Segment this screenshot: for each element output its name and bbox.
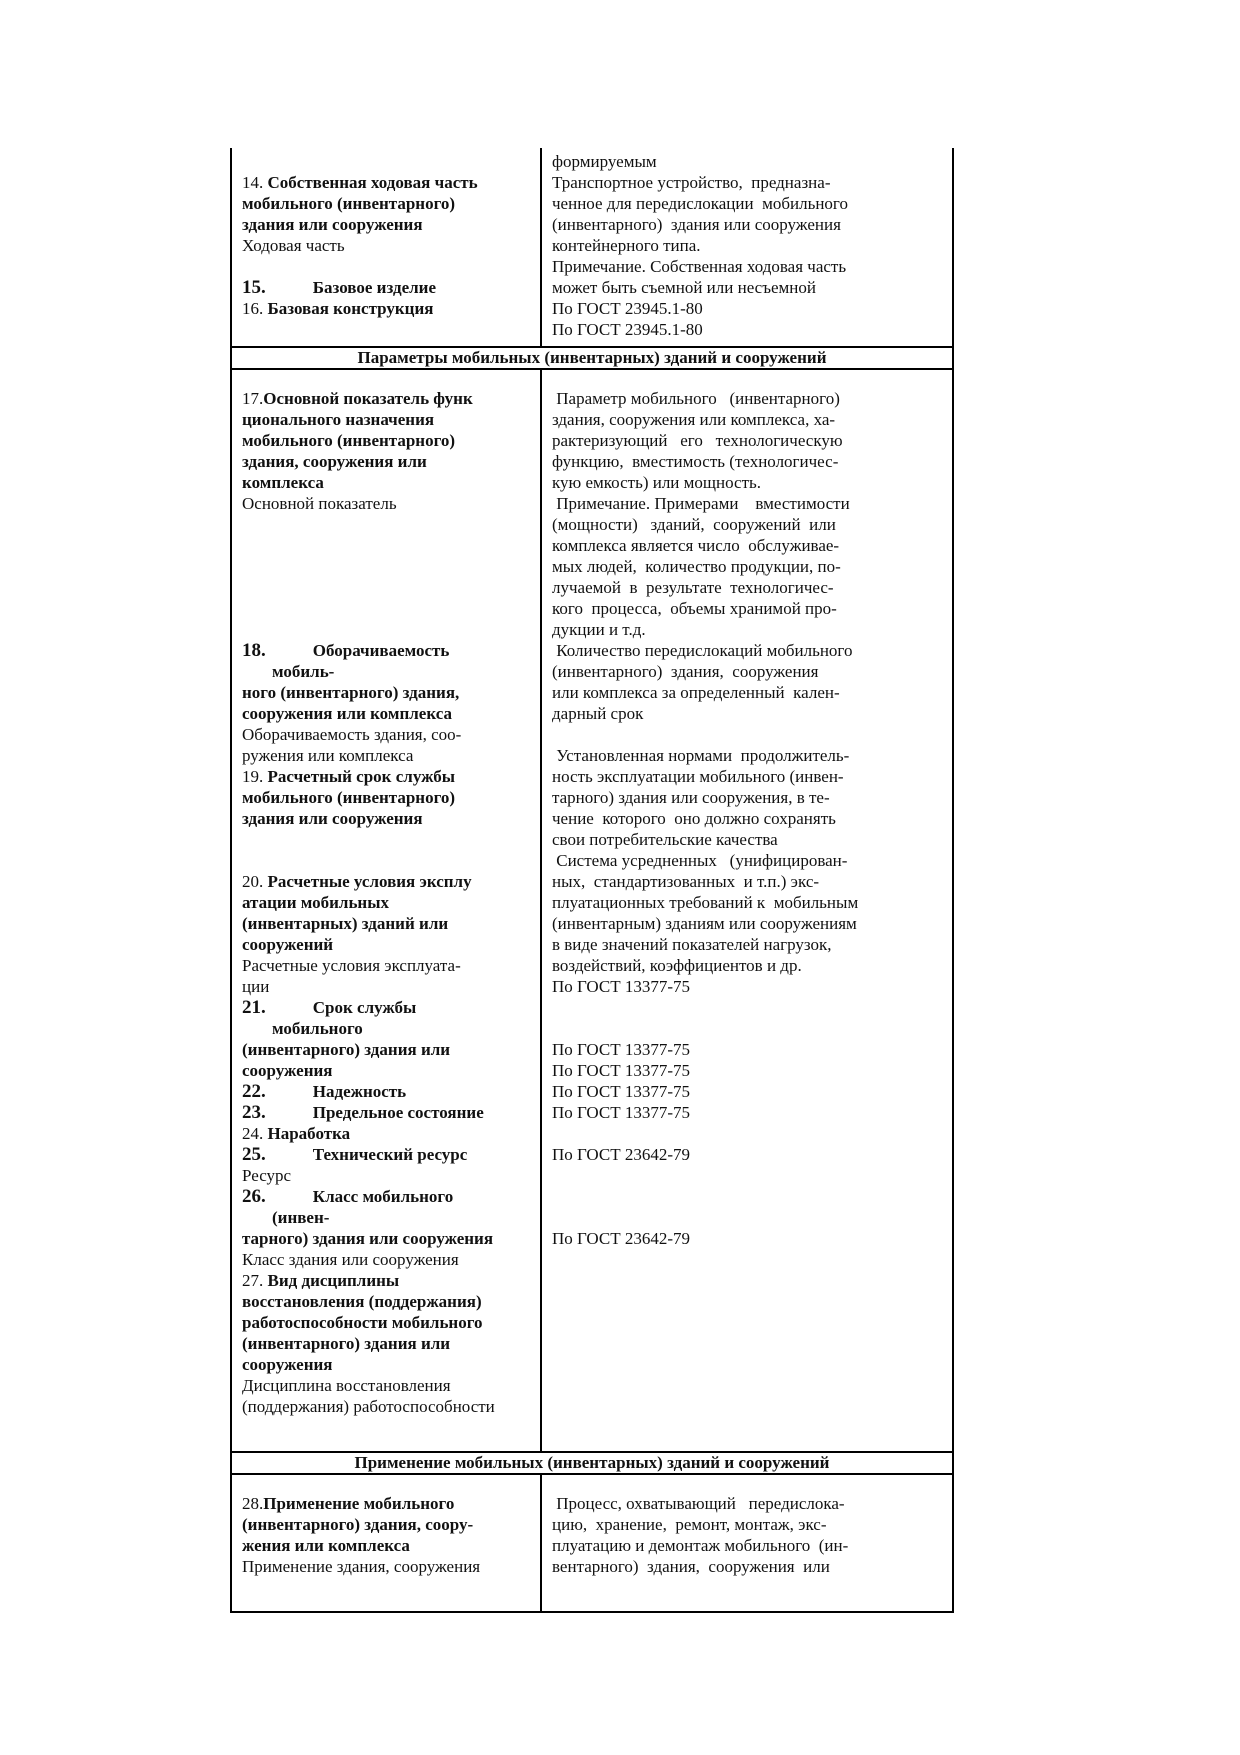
definition-line: Параметр мобильного (инвентарного) <box>552 389 840 408</box>
term-title: ного (инвентарного) здания, <box>242 683 460 702</box>
term-title: здания, сооружения или <box>242 452 427 471</box>
term-line <box>242 1123 532 1144</box>
definition-line: свои потребительские качества <box>552 830 778 849</box>
term-title: мобильного (инвентарного) <box>242 194 456 213</box>
term-short-form: ции <box>242 977 270 996</box>
table-middle-border <box>540 1473 542 1613</box>
term-number: 23. <box>242 1102 266 1123</box>
term-line <box>242 829 532 850</box>
row-border <box>230 1611 954 1613</box>
term-title: Основной показатель функ <box>263 389 473 408</box>
term-line <box>242 1249 532 1270</box>
term-line <box>242 1493 532 1514</box>
definition-column <box>552 1493 944 1577</box>
term-line <box>242 1144 532 1165</box>
term-line <box>242 934 532 955</box>
term-title: Расчетный срок службы <box>267 767 455 786</box>
definition-line: По ГОСТ 13377-75 <box>552 1061 691 1080</box>
term-title: мобильного (инвентарного) <box>242 431 456 450</box>
term-line <box>242 619 532 640</box>
term-column <box>242 172 532 319</box>
term-number: 20. <box>242 872 268 891</box>
term-line <box>242 766 532 787</box>
term-line <box>242 193 532 214</box>
term-title: здания или сооружения <box>242 809 423 828</box>
term-number: 25. <box>242 1144 266 1165</box>
definition-line: Примечание. Собственная ходовая часть <box>552 257 847 276</box>
definition-line: (инвентарного) здания или сооружения <box>552 215 841 234</box>
term-line <box>242 577 532 598</box>
term-title: сооружения <box>242 1061 333 1080</box>
definition-line: функцию, вместимость (технологичес- <box>552 452 839 471</box>
term-line <box>242 1102 532 1123</box>
definition-line: цию, хранение, ремонт, монтаж, экс- <box>552 1515 827 1534</box>
definition-line: (мощности) зданий, сооружений или <box>552 515 836 534</box>
term-line <box>242 214 532 235</box>
term-title: Надежность <box>312 1082 407 1101</box>
term-line <box>242 955 532 976</box>
term-line <box>242 1396 532 1417</box>
term-title: Базовое изделие <box>312 278 436 297</box>
term-line <box>242 172 532 193</box>
term-line <box>242 430 532 451</box>
term-title: Собственная ходовая часть <box>267 173 478 192</box>
definition-line: чение которого оно должно сохранять <box>552 809 836 828</box>
term-short-form: ружения или комплекса <box>242 746 414 765</box>
term-title: Базовая конструкция <box>267 299 434 318</box>
definition-line: кого процесса, объемы хранимой про- <box>552 599 837 618</box>
definition-line: дарный срок <box>552 704 644 723</box>
definition-line: По ГОСТ 23642-79 <box>552 1145 691 1164</box>
term-short-form: Расчетные условия эксплуата- <box>242 956 461 975</box>
definition-line: ность эксплуатации мобильного (инвен- <box>552 767 844 786</box>
definition-line: в виде значений показателей нагрузок, <box>552 935 832 954</box>
term-title: восстановления (поддержания) <box>242 1292 482 1311</box>
definition-line <box>552 1207 944 1228</box>
terms-table <box>230 148 954 1613</box>
term-number: 16. <box>242 299 268 318</box>
definition-line: рактеризующий его технологическую <box>552 431 843 450</box>
term-number: 19. <box>242 767 268 786</box>
term-line <box>242 1165 532 1186</box>
definition-line: По ГОСТ 23945.1-80 <box>552 299 703 318</box>
term-short-form: Основной показатель <box>242 494 397 513</box>
term-title: мобильного <box>272 1019 363 1038</box>
term-short-form: Класс здания или сооружения <box>242 1250 459 1269</box>
definition-line: лучаемой в результате технологичес- <box>552 578 834 597</box>
definition-line <box>552 1186 944 1207</box>
term-line <box>242 787 532 808</box>
definition-line: воздействий, коэффициентов и др. <box>552 956 802 975</box>
term-line <box>242 1535 532 1556</box>
definition-line <box>552 1018 944 1039</box>
definition-line: По ГОСТ 13377-75 <box>552 1082 691 1101</box>
definition-line: плуатационных требований к мобильным <box>552 893 859 912</box>
section-title: Применение мобильных (инвентарных) зданий и сооружений <box>354 1453 830 1472</box>
term-line <box>242 745 532 766</box>
term-line <box>242 1333 532 1354</box>
term-title: Наработка <box>267 1124 351 1143</box>
term-number: 22. <box>242 1081 266 1102</box>
term-number: 26. <box>242 1186 266 1207</box>
term-line <box>242 514 532 535</box>
term-short-form: Применение здания, сооружения <box>242 1557 481 1576</box>
definition-line: тарного) здания или сооружения, в те- <box>552 788 830 807</box>
term-line <box>242 451 532 472</box>
term-line <box>242 1228 532 1249</box>
definition-line: ных, стандартизованных и т.п.) экс- <box>552 872 820 891</box>
definition-line: комплекса является число обслуживае- <box>552 536 840 555</box>
term-title: Применение мобильного <box>263 1494 455 1513</box>
term-column <box>242 388 532 1417</box>
definition-line: ченное для передислокации мобильного <box>552 194 848 213</box>
term-line <box>242 913 532 934</box>
term-line <box>242 1207 532 1228</box>
row-border <box>230 368 954 370</box>
definition-line: дукции и т.д. <box>552 620 646 639</box>
definition-line <box>552 1165 944 1186</box>
definition-line: По ГОСТ 13377-75 <box>552 1103 691 1122</box>
term-short-form: Оборачиваемость здания, соо- <box>242 725 462 744</box>
term-title: сооружения <box>242 1355 333 1374</box>
definition-line: кую емкость) или мощность. <box>552 473 762 492</box>
definition-line <box>552 1123 944 1144</box>
definition-line: Процесс, охватывающий передислока- <box>552 1494 845 1513</box>
term-title: здания или сооружения <box>242 215 423 234</box>
term-line <box>242 1186 532 1207</box>
term-line <box>242 298 532 319</box>
term-line <box>242 808 532 829</box>
definition-line <box>552 724 944 745</box>
term-line <box>242 1354 532 1375</box>
term-column <box>242 1493 532 1577</box>
term-short-form: Ресурс <box>242 1166 292 1185</box>
definition-line: Система усредненных (унифицирован- <box>552 851 848 870</box>
term-title: Срок службы <box>312 998 417 1017</box>
definition-column <box>552 388 944 1249</box>
term-number: 15. <box>242 277 266 298</box>
term-title: мобиль- <box>272 662 335 681</box>
table-middle-border <box>540 148 542 348</box>
term-title: ционального назначения <box>242 410 435 429</box>
term-line <box>242 409 532 430</box>
definition-line: плуатацию и демонтаж мобильного (ин- <box>552 1536 849 1555</box>
term-title: (инвентарного) здания, соору- <box>242 1515 474 1534</box>
term-line <box>242 1039 532 1060</box>
definition-line: вентарного) здания, сооружения или <box>552 1557 830 1576</box>
term-line <box>242 1291 532 1312</box>
term-title: жения или комплекса <box>242 1536 410 1555</box>
term-line <box>242 997 532 1018</box>
term-title: Расчетные условия эксплу <box>267 872 472 891</box>
term-line <box>242 871 532 892</box>
term-number: 24. <box>242 1124 268 1143</box>
term-title: Оборачиваемость <box>312 641 450 660</box>
definition-line: Примечание. Примерами вместимости <box>552 494 850 513</box>
definition-line: мых людей, количество продукции, по- <box>552 557 841 576</box>
term-line <box>242 1514 532 1535</box>
term-short-form: Ходовая часть <box>242 236 345 255</box>
term-title: Технический ресурс <box>312 1145 468 1164</box>
definition-line: По ГОСТ 23945.1-80 <box>552 320 703 339</box>
term-line <box>242 976 532 997</box>
term-title: комплекса <box>242 473 324 492</box>
term-line <box>242 235 532 256</box>
term-number: 18. <box>242 640 266 661</box>
definition-line: здания, сооружения или комплекса, ха- <box>552 410 836 429</box>
term-short-form: Дисциплина восстановления <box>242 1376 451 1395</box>
term-line <box>242 1018 532 1039</box>
term-line <box>242 661 532 682</box>
definition-line: может быть съемной или несъемной <box>552 278 816 297</box>
term-number: 14. <box>242 173 268 192</box>
term-title: работоспособности мобильного <box>242 1313 483 1332</box>
term-line <box>242 598 532 619</box>
definition-line: Количество передислокаций мобильного <box>552 641 853 660</box>
term-title: (инвентарного) здания или <box>242 1040 451 1059</box>
term-line <box>242 535 532 556</box>
term-title: тарного) здания или сооружения <box>242 1229 494 1248</box>
definition-line: По ГОСТ 23642-79 <box>552 1229 691 1248</box>
term-title: атации мобильных <box>242 893 389 912</box>
term-number: 21. <box>242 997 266 1018</box>
definition-line: (инвентарным) зданиям или сооружениям <box>552 914 857 933</box>
term-line <box>242 1270 532 1291</box>
row-border <box>230 1473 954 1475</box>
term-title: (инвен- <box>272 1208 330 1227</box>
definition-line: или комплекса за определенный кален- <box>552 683 840 702</box>
definition-line: Установленная нормами продолжитель- <box>552 746 850 765</box>
term-line <box>242 640 532 661</box>
definition-line <box>552 997 944 1018</box>
term-line <box>242 850 532 871</box>
definition-line: контейнерного типа. <box>552 236 701 255</box>
term-line <box>242 724 532 745</box>
term-number: 27. <box>242 1271 268 1290</box>
definition-line: формируемым <box>552 152 657 171</box>
term-line <box>242 703 532 724</box>
term-title: Класс мобильного <box>312 1187 454 1206</box>
term-number: 17. <box>242 389 264 408</box>
term-title: (инвентарных) зданий или <box>242 914 449 933</box>
term-title: Вид дисциплины <box>267 1271 400 1290</box>
definition-line: По ГОСТ 13377-75 <box>552 977 691 996</box>
term-line <box>242 556 532 577</box>
term-line <box>242 277 532 298</box>
definition-line: По ГОСТ 13377-75 <box>552 1040 691 1059</box>
term-title: мобильного (инвентарного) <box>242 788 456 807</box>
definition-line: Транспортное устройство, предназна- <box>552 173 831 192</box>
term-line <box>242 682 532 703</box>
term-short-form: (поддержания) работоспособности <box>242 1397 495 1416</box>
term-title: (инвентарного) здания или <box>242 1334 451 1353</box>
term-line <box>242 1375 532 1396</box>
term-line <box>242 1312 532 1333</box>
definition-line: (инвентарного) здания, сооружения <box>552 662 819 681</box>
term-number: 28. <box>242 1494 264 1513</box>
term-line <box>242 1060 532 1081</box>
term-title: Предельное состояние <box>312 1103 484 1122</box>
section-title: Параметры мобильных (инвентарных) зданий и сооружений <box>357 348 827 367</box>
term-title: сооружений <box>242 935 334 954</box>
term-title: сооружения или комплекса <box>242 704 452 723</box>
term-line <box>242 388 532 409</box>
term-line <box>242 493 532 514</box>
term-line <box>242 892 532 913</box>
term-line <box>242 1556 532 1577</box>
definition-column <box>552 151 944 340</box>
table-middle-border <box>540 368 542 1453</box>
term-line <box>242 256 532 277</box>
term-line <box>242 472 532 493</box>
term-line <box>242 1081 532 1102</box>
